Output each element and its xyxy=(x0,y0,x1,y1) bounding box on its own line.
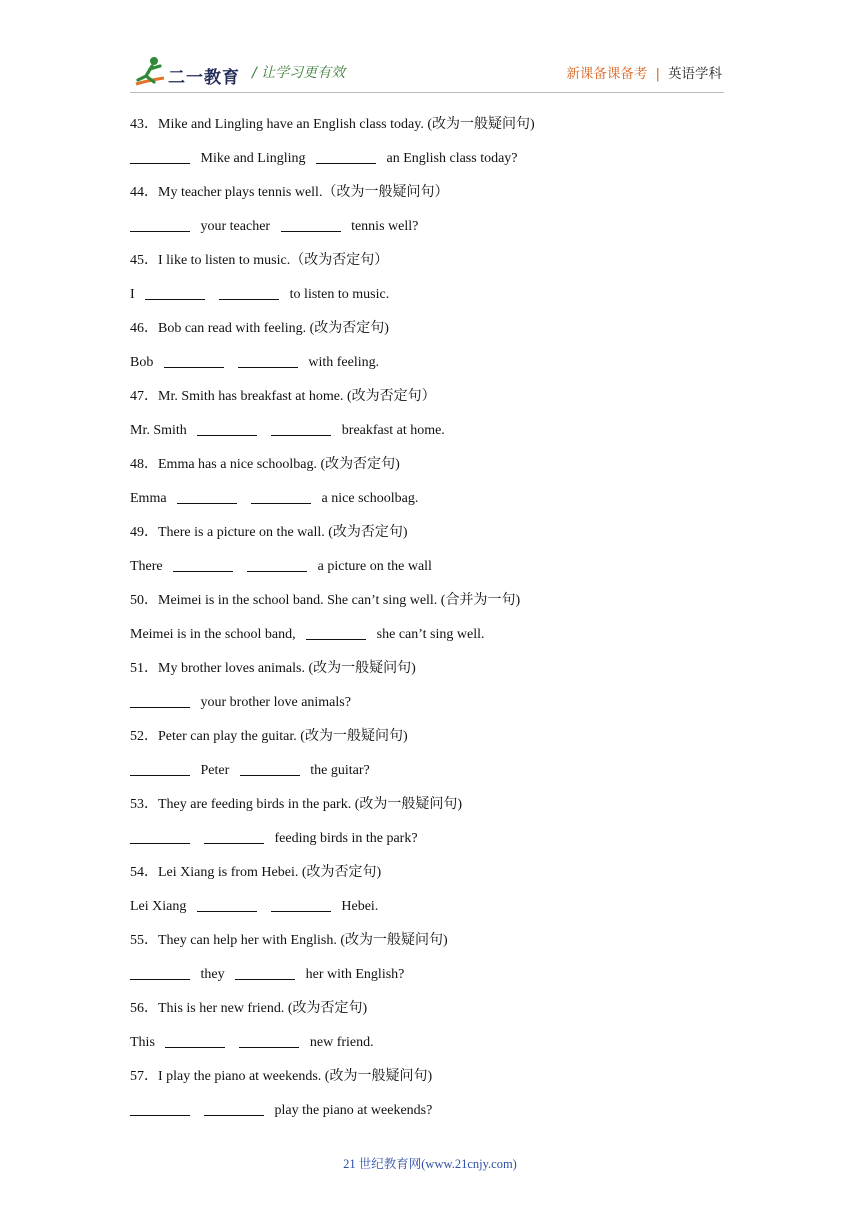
answer-text: play the piano at weekends? xyxy=(271,1103,433,1118)
answer-blank[interactable] xyxy=(130,706,190,708)
answer-text: Emma xyxy=(130,491,171,506)
answer-text: feeding birds in the park? xyxy=(271,831,418,846)
answer-text: There xyxy=(130,559,167,574)
answer-text: This xyxy=(130,1035,159,1050)
answer-text: I xyxy=(130,287,139,302)
question-prompt: 44．My teacher plays tennis well.（改为一般疑问句） xyxy=(130,185,449,200)
slogan: / 让学习更有效 xyxy=(252,65,346,81)
answer-blank[interactable] xyxy=(204,842,264,844)
answer-text: her with English? xyxy=(302,967,405,982)
answer-text: your teacher xyxy=(197,219,274,234)
answer-blank[interactable] xyxy=(235,978,295,980)
answer-blank[interactable] xyxy=(197,910,257,912)
answer-text: an English class today? xyxy=(383,151,518,166)
answer-line xyxy=(130,482,730,516)
answer-text: Mike and Lingling xyxy=(197,151,309,166)
answer-text: Meimei is in the school band, xyxy=(130,627,300,642)
question-prompt: 43．Mike and Lingling have an English class today. (改为一般疑问句) xyxy=(130,117,535,132)
answer-line xyxy=(130,210,730,244)
answer-text: Hebei. xyxy=(337,899,379,914)
answer-text: a nice schoolbag. xyxy=(318,491,419,506)
answer-line xyxy=(130,822,730,856)
answer-line xyxy=(130,618,730,652)
answer-text: with feeling. xyxy=(304,355,380,370)
answer-blank[interactable] xyxy=(130,842,190,844)
answer-blank[interactable] xyxy=(219,298,279,300)
answer-blank[interactable] xyxy=(130,162,190,164)
answer-blank[interactable] xyxy=(251,502,311,504)
answer-blank[interactable] xyxy=(247,570,307,572)
answer-text: breakfast at home. xyxy=(338,423,445,438)
answer-line xyxy=(130,1026,730,1060)
answer-blank[interactable] xyxy=(239,1046,299,1048)
answer-text: Mr. Smith xyxy=(130,423,191,438)
answer-text: Lei Xiang xyxy=(130,899,190,914)
answer-text: she can’t sing well. xyxy=(373,627,485,642)
answer-blank[interactable] xyxy=(271,434,331,436)
question-prompt: 57．I play the piano at weekends. (改为一般疑问句) xyxy=(130,1069,433,1084)
question-prompt: 52．Peter can play the guitar. (改为一般疑问句) xyxy=(130,729,408,744)
answer-blank[interactable] xyxy=(204,1114,264,1116)
question-prompt: 45．I like to listen to music.（改为否定句） xyxy=(130,253,389,268)
page-footer: 21 世纪教育网(www.21cnjy.com) xyxy=(343,1157,517,1171)
answer-text: a picture on the wall xyxy=(314,559,432,574)
answer-blank[interactable] xyxy=(145,298,205,300)
question-prompt: 54．Lei Xiang is from Hebei. (改为否定句) xyxy=(130,865,382,880)
answer-line xyxy=(130,958,730,992)
answer-blank[interactable] xyxy=(238,366,298,368)
page-header xyxy=(0,0,860,100)
answer-line xyxy=(130,346,730,380)
answer-text: Bob xyxy=(130,355,157,370)
header-tags xyxy=(566,62,722,82)
answer-text: the guitar? xyxy=(306,763,370,778)
answer-blank[interactable] xyxy=(240,774,300,776)
answer-line xyxy=(130,414,730,448)
question-prompt: 48．Emma has a nice schoolbag. (改为否定句) xyxy=(130,457,400,472)
answer-blank[interactable] xyxy=(164,366,224,368)
question-prompt: 53．They are feeding birds in the park. (改为一般疑问句) xyxy=(130,797,463,812)
answer-blank[interactable] xyxy=(271,910,331,912)
answer-text: they xyxy=(197,967,229,982)
answer-blank[interactable] xyxy=(173,570,233,572)
answer-blank[interactable] xyxy=(130,1114,190,1116)
question-prompt: 49．There is a picture on the wall. (改为否定句) xyxy=(130,525,408,540)
question-prompt: 47．Mr. Smith has breakfast at home. (改为否定句） xyxy=(130,389,436,404)
answer-text: Peter xyxy=(197,763,233,778)
answer-line xyxy=(130,754,730,788)
answer-line xyxy=(130,142,730,176)
answer-blank[interactable] xyxy=(306,638,366,640)
question-prompt: 50．Meimei is in the school band. She can’t sing well. (合并为一句) xyxy=(130,593,521,608)
answer-text: your brother love animals? xyxy=(197,695,351,710)
exercise-list xyxy=(130,108,730,1128)
answer-line xyxy=(130,278,730,312)
answer-line xyxy=(130,890,730,924)
answer-blank[interactable] xyxy=(130,978,190,980)
answer-blank[interactable] xyxy=(316,162,376,164)
answer-blank[interactable] xyxy=(130,230,190,232)
answer-text: tennis well? xyxy=(347,219,419,234)
answer-line xyxy=(130,550,730,584)
header-tag-subject: 英语学科 xyxy=(668,66,722,82)
header-tag-course: 新课备课备考 xyxy=(566,66,648,82)
question-prompt: 51．My brother loves animals. (改为一般疑问句) xyxy=(130,661,416,676)
answer-blank[interactable] xyxy=(130,774,190,776)
question-prompt: 56．This is her new friend. (改为否定句) xyxy=(130,1001,368,1016)
answer-text: new friend. xyxy=(306,1035,374,1050)
answer-blank[interactable] xyxy=(197,434,257,436)
answer-line xyxy=(130,1094,730,1128)
header-divider xyxy=(130,92,724,93)
answer-blank[interactable] xyxy=(165,1046,225,1048)
answer-line xyxy=(130,686,730,720)
answer-blank[interactable] xyxy=(281,230,341,232)
answer-blank[interactable] xyxy=(177,502,237,504)
logo-text: 二一教育 xyxy=(168,68,240,88)
question-prompt: 55．They can help her with English. (改为一般疑问句) xyxy=(130,933,448,948)
answer-text: to listen to music. xyxy=(286,287,390,302)
question-prompt: 46．Bob can read with feeling. (改为否定句) xyxy=(130,321,389,336)
header-separator: | xyxy=(655,66,660,82)
